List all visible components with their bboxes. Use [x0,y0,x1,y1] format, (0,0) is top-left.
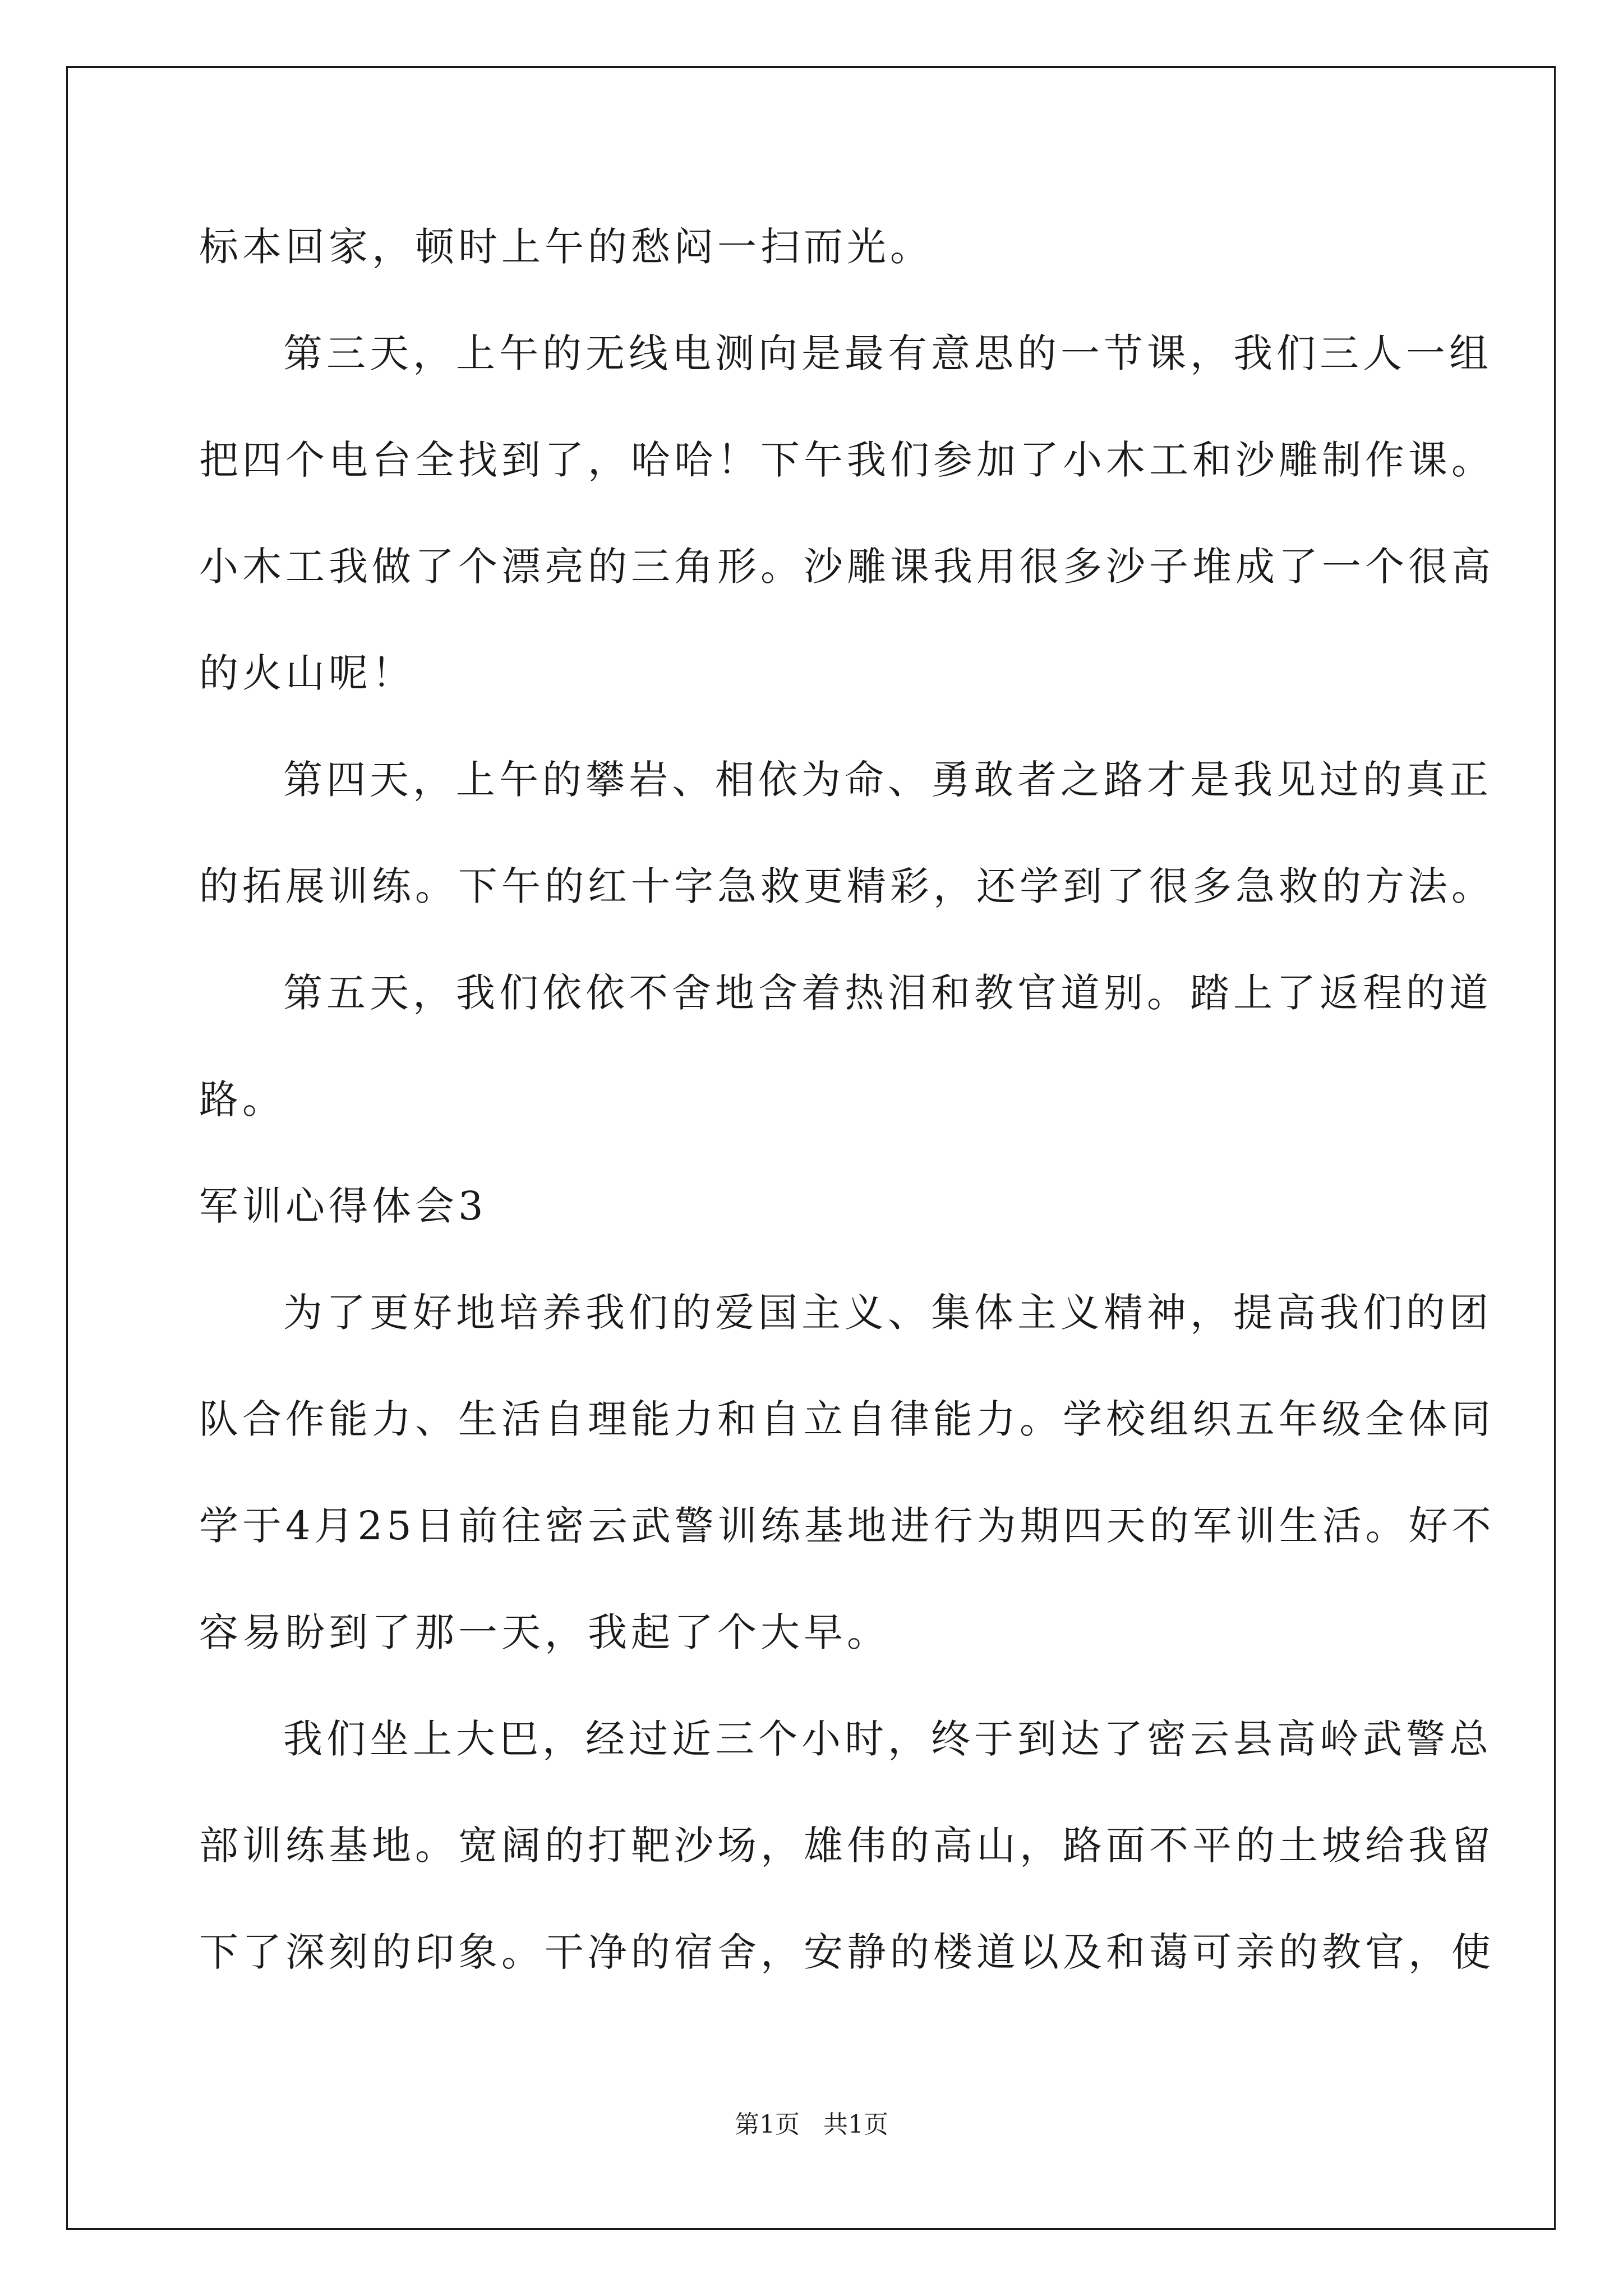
text-line: 容易盼到了那一天，我起了个大早。 [199,1609,890,1655]
page-number: 第1页 [735,2110,800,2139]
page-footer [0,2108,1623,2142]
section-heading: 军训心得体会3 [199,1183,487,1229]
paragraph-start-line: 第四天，上午的攀岩、相依为命、勇敢者之路才是我见过的真正 [283,757,1492,803]
text-line: 队合作能力、生活自理能力和自立自律能力。学校组织五年级全体同 [199,1396,1495,1442]
text-line: 学于4月25日前往密云武警训练基地进行为期四天的军训生活。好不 [199,1503,1495,1549]
text-line: 小木工我做了个漂亮的三角形。沙雕课我用很多沙子堆成了一个很高 [199,544,1495,590]
paragraph-start-line: 为了更好地培养我们的爱国主义、集体主义精神，提高我们的团 [283,1290,1492,1336]
page-total: 共1页 [823,2110,888,2139]
paragraph-start-line: 第三天，上午的无线电测向是最有意思的一节课，我们三人一组 [283,330,1492,376]
paragraph-start-line: 第五天，我们依依不舍地含着热泪和教官道别。踏上了返程的道 [283,970,1492,1016]
text-line: 路。 [199,1076,285,1122]
text-line: 的火山呢！ [199,650,415,696]
text-line: 部训练基地。宽阔的打靶沙场，雄伟的高山，路面不平的土坡给我留 [199,1823,1495,1869]
text-line: 标本回家，顿时上午的愁闷一扫而光。 [199,224,933,270]
page-border [66,66,1556,2230]
text-line: 下了深刻的印象。干净的宿舍，安静的楼道以及和蔼可亲的教官，使 [199,1929,1495,1975]
text-line: 的拓展训练。下午的红十字急救更精彩，还学到了很多急救的方法。 [199,863,1495,909]
paragraph-start-line: 我们坐上大巴，经过近三个小时，终于到达了密云县高岭武警总 [283,1716,1492,1762]
text-line: 把四个电台全找到了，哈哈！下午我们参加了小木工和沙雕制作课。 [199,437,1495,483]
